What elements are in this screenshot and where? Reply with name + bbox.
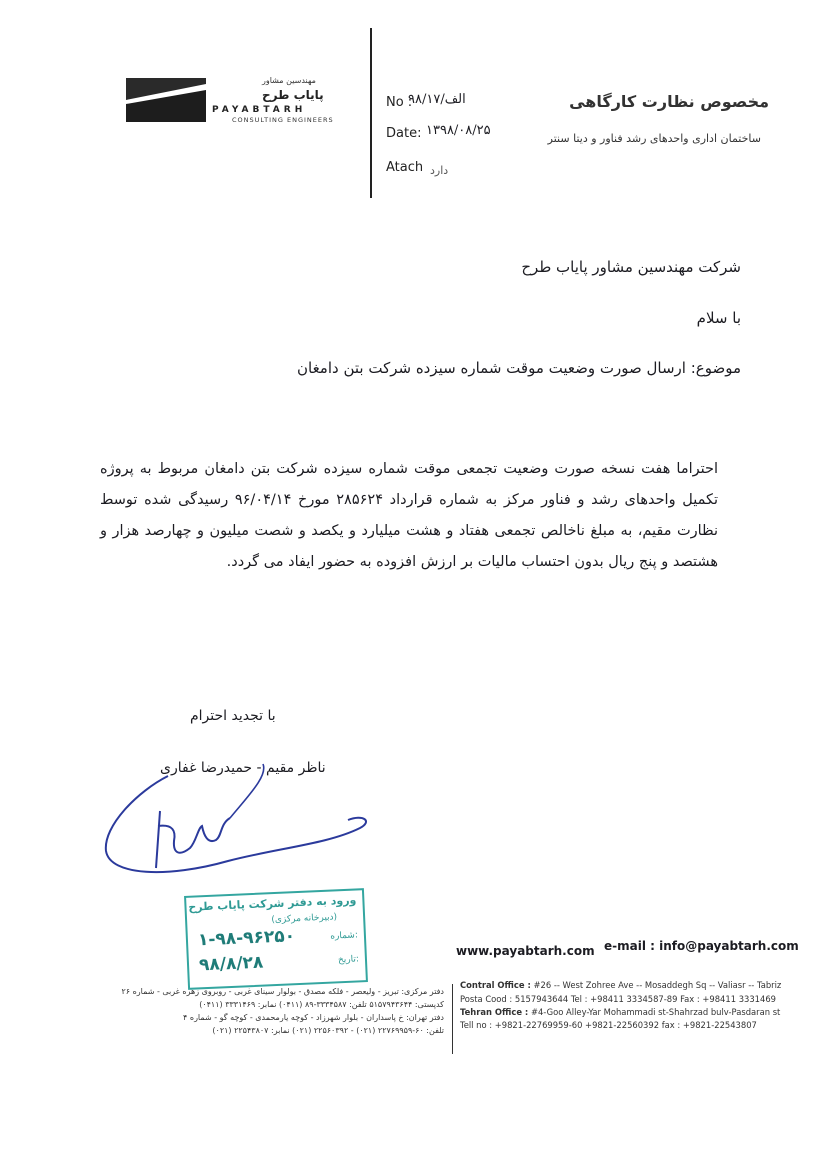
stamp-number-value: ۱-۹۸-۹۶۲۵۰ xyxy=(197,926,296,951)
tehran-tel-line: Tell no : +9821-22769959-60 +9821-22560392 fax : +9821-22543807 xyxy=(460,1020,757,1030)
closing-line: با تجدید احترام xyxy=(190,708,276,724)
footer-fa-line-2: کدپستی: ۵۱۵۷۹۴۳۶۴۴ تلفن: ۳۳۳۴۵۸۷-۸۹ (۰۴۱۱) نمابر: ۳۳۳۱۴۶۹ (۰۴۱۱) xyxy=(199,1000,444,1009)
letter-number-value: ۹۸/الف/۱۷ xyxy=(408,92,466,107)
company-subtitle: CONSULTING ENGINEERS xyxy=(232,116,334,124)
payabtarh-logo-icon xyxy=(126,78,206,122)
central-office-label: Contral Office : xyxy=(460,980,531,990)
attachment-label: Atach xyxy=(386,160,424,175)
letter-date-label: Date: xyxy=(386,126,422,141)
email-link[interactable]: e-mail : info@payabtarh.com xyxy=(604,939,799,953)
tehran-office-line xyxy=(460,1007,780,1017)
building-title: ساختمان اداری واحدهای رشد فناور و دیتا سنتر xyxy=(547,132,761,145)
attachment-value: دارد xyxy=(430,164,449,177)
stamp-subtitle: (دبیرخانه مرکزی) xyxy=(271,912,338,926)
header-divider xyxy=(370,28,372,198)
footer-fa-line-3: دفتر تهران: خ پاسداران - بلوار شهرزاد - کوچه یارمحمدی - کوچه گو - شماره ۴ xyxy=(183,1013,444,1022)
signer-name: ناظر مقیم - حمیدرضا غفاری xyxy=(160,760,326,776)
stamp-date-value: ۹۸/۸/۲۸ xyxy=(198,952,264,976)
company-tagline: مهندسین مشاور xyxy=(262,76,316,85)
website-link[interactable]: www.payabtarh.com xyxy=(456,944,595,958)
central-office-line xyxy=(460,980,781,990)
stamp-title: ورود به دفتر شرکت پایاب طرح xyxy=(188,893,357,914)
subject-line: موضوع: ارسال صورت وضعیت موقت شماره سیزده شرکت بتن دامغان xyxy=(296,359,741,377)
registration-stamp xyxy=(184,888,368,990)
letter-date-value: ۱۳۹۸/۰۸/۲۵ xyxy=(426,123,491,138)
recipient: شرکت مهندسین مشاور پایاب طرح xyxy=(521,258,741,276)
tehran-office-address: #4-Goo Alley-Yar Mohammadi st-Shahrzad bulv-Pasdaran st xyxy=(530,1007,781,1017)
confidential-heading: مخصوص نظارت کارگاهی xyxy=(569,92,769,111)
footer-fa-line-4: تلفن: ۶۰-۲۲۷۶۹۹۵۹ (۰۲۱) - ۲۲۵۶۰۳۹۲ (۰۲۱) نمابر: ۲۲۵۴۳۸۰۷ (۰۲۱) xyxy=(212,1026,444,1035)
greeting: با سلام xyxy=(696,309,741,327)
company-name-en: PAYABTARH xyxy=(212,105,307,115)
footer-divider xyxy=(452,984,453,1054)
tehran-office-label: Tehran Office : xyxy=(460,1007,529,1017)
letter-number-label: No : xyxy=(386,95,413,110)
stamp-number-label: شماره: xyxy=(330,930,359,942)
handwritten-signature-icon xyxy=(98,756,378,886)
post-code-line: Posta Cood : 5157943644 Tel : +98411 3334587-89 Fax : +98411 3331469 xyxy=(460,994,777,1004)
company-name-fa: پایاب طرح xyxy=(262,88,324,102)
central-office-address: #26 -- West Zohree Ave -- Mosaddegh Sq -- Valiasr -- Tabriz xyxy=(533,980,782,990)
stamp-date-label: تاریخ: xyxy=(337,954,360,966)
letter-paragraph: احتراما هفت نسخه صورت وضعیت تجمعی موقت شماره سیزده شرکت بتن دامغان مربوط به پروژه تکمیل واحدهای رشد و فناور مرکز به شماره قرارداد ۲۸۵۶۲۴ مورخ ۹۶/۰۴/۱۴ رسیدگی شده توسط نظارت مقیم، به مبلغ ناخالص تجمعی هفتاد و هشت میلیارد و یکصد و شصت میلیون و چهارصد هزار و هشتصد و پنج ریال بدون احتساب مالیات بر ارزش افزوده به حضور ایفاد می گردد. xyxy=(100,461,718,570)
footer-fa-line-1: دفتر مرکزی: تبریز - ولیعصر - فلکه مصدق - بولوار سینای غربی - روبروی زهره غربی - شماره ۲۶ xyxy=(121,987,444,996)
